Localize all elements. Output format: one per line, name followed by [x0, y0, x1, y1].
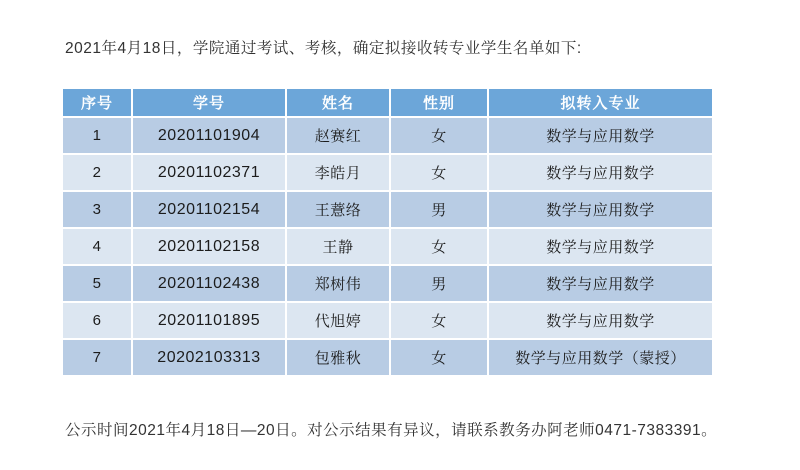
- table-row: [63, 192, 712, 227]
- cell-name: 王薏络: [287, 192, 389, 227]
- cell-index: 2: [63, 155, 131, 190]
- cell-index: 1: [63, 118, 131, 153]
- cell-gender: 男: [391, 266, 487, 301]
- table-row: [63, 340, 712, 375]
- cell-gender: 女: [391, 229, 487, 264]
- footer-text: 公示时间2021年4月18日—20日。对公示结果有异议，请联系教务办阿老师0471-7383391。: [65, 422, 718, 439]
- table-body: [63, 118, 712, 375]
- cell-gender: 女: [391, 303, 487, 338]
- cell-target-major: 数学与应用数学: [489, 303, 712, 338]
- table-row: [63, 303, 712, 338]
- table-row: [63, 229, 712, 264]
- column-header-index: 序号: [63, 89, 131, 116]
- cell-index: 5: [63, 266, 131, 301]
- cell-name: 郑树伟: [287, 266, 389, 301]
- transfer-roster-table: [61, 87, 714, 377]
- cell-student-id: 20202103313: [133, 340, 285, 375]
- table-row: [63, 266, 712, 301]
- cell-gender: 女: [391, 340, 487, 375]
- cell-target-major: 数学与应用数学（蒙授）: [489, 340, 712, 375]
- column-header-gender: 性别: [391, 89, 487, 116]
- cell-name: 包雅秋: [287, 340, 389, 375]
- cell-name: 李皓月: [287, 155, 389, 190]
- table-row: [63, 118, 712, 153]
- cell-student-id: 20201101895: [133, 303, 285, 338]
- column-header-target-major: 拟转入专业: [489, 89, 712, 116]
- cell-student-id: 20201102158: [133, 229, 285, 264]
- cell-target-major: 数学与应用数学: [489, 192, 712, 227]
- cell-index: 7: [63, 340, 131, 375]
- cell-target-major: 数学与应用数学: [489, 266, 712, 301]
- cell-student-id: 20201102154: [133, 192, 285, 227]
- column-header-student-id: 学号: [133, 89, 285, 116]
- cell-student-id: 20201101904: [133, 118, 285, 153]
- cell-name: 王静: [287, 229, 389, 264]
- cell-index: 6: [63, 303, 131, 338]
- column-header-name: 姓名: [287, 89, 389, 116]
- cell-target-major: 数学与应用数学: [489, 118, 712, 153]
- cell-index: 4: [63, 229, 131, 264]
- cell-student-id: 20201102371: [133, 155, 285, 190]
- cell-target-major: 数学与应用数学: [489, 229, 712, 264]
- cell-name: 赵赛红: [287, 118, 389, 153]
- intro-text: 2021年4月18日，学院通过考试、考核，确定拟接收转专业学生名单如下:: [65, 40, 582, 57]
- cell-index: 3: [63, 192, 131, 227]
- cell-name: 代旭婷: [287, 303, 389, 338]
- cell-target-major: 数学与应用数学: [489, 155, 712, 190]
- table-header-row: [63, 89, 712, 116]
- cell-gender: 女: [391, 118, 487, 153]
- table-row: [63, 155, 712, 190]
- cell-gender: 男: [391, 192, 487, 227]
- cell-gender: 女: [391, 155, 487, 190]
- cell-student-id: 20201102438: [133, 266, 285, 301]
